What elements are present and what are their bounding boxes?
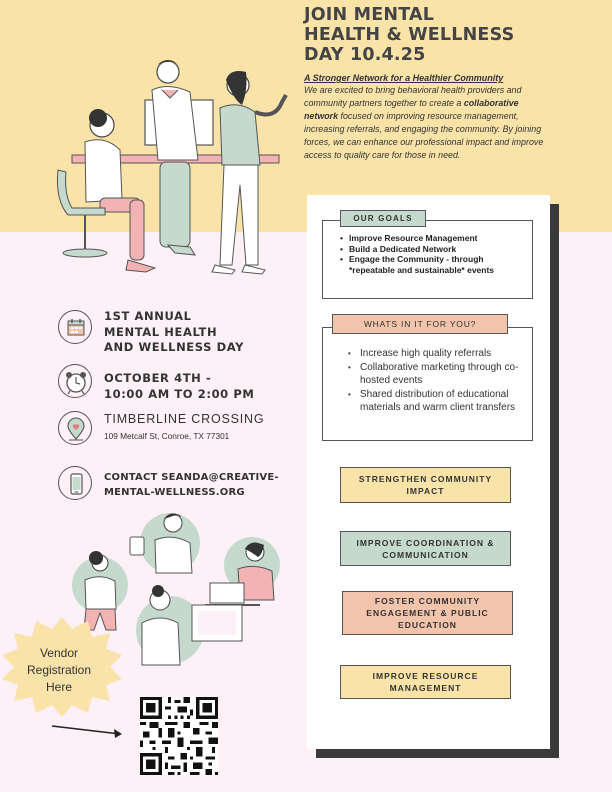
subheading: A Stronger Network for a Healthier Community [304,73,504,83]
list-item: • Improve Resource Management [340,233,525,244]
list-item: • Collaborative marketing through co-hosted events [348,361,528,388]
goals-label: OUR GOALS [340,210,426,227]
event-date-time: OCTOBER 4TH - 10:00 AM TO 2:00 PM [104,371,255,401]
page-title: JOIN MENTAL HEALTH & WELLNESS DAY 10.4.25 [304,5,515,65]
tile-coordination: IMPROVE COORDINATION & COMMUNICATION [340,531,511,566]
tile-community-engagement: FOSTER COMMUNITY ENGAGEMENT & PUBLIC EDUCATION [342,591,513,635]
tile-community-impact: STRENGTHEN COMMUNITY IMPACT [340,467,511,503]
alarm-clock-icon [58,364,92,398]
tile-resource-management: IMPROVE RESOURCE MANAGEMENT [340,665,511,699]
venue-address: 109 Metcalf St, Conroe, TX 77301 [104,431,230,441]
vendor-registration-label[interactable]: Vendor Registration Here [26,646,92,694]
list-item: • Build a Dedicated Network [340,244,525,255]
location-pin-icon [58,411,92,445]
intro-paragraph: We are excited to bring behavioral health providers and community partners together to create a collaborative network focused on improving resource management, increasing referrals, and engaging the community. By joining forces, we can enhance our professional impact and improve access to quality care for those in need. [304,85,544,160]
list-item: • Increase high quality referrals [348,347,528,361]
phone-icon [58,466,92,500]
event-title: 1ST ANNUAL MENTAL HEALTH AND WELLNESS DAY [104,309,245,354]
benefits-label: WHATS IN IT FOR YOU? [332,314,508,334]
list-item: • Shared distribution of educational materials and warm client transfers [348,388,528,415]
arrow-right-icon [50,722,130,742]
calendar-icon [58,310,92,344]
team-illustration [50,50,300,280]
goals-list [340,233,525,275]
venue-name: TIMBERLINE CROSSING [104,412,265,426]
list-item: • Engage the Community - through *repeatable and sustainable* events [340,254,525,275]
qr-code-icon[interactable] [140,697,218,775]
contact-email[interactable]: CONTACT SEANDA@CREATIVE- MENTAL-WELLNESS.ORG [104,472,279,498]
benefits-list [348,347,528,415]
